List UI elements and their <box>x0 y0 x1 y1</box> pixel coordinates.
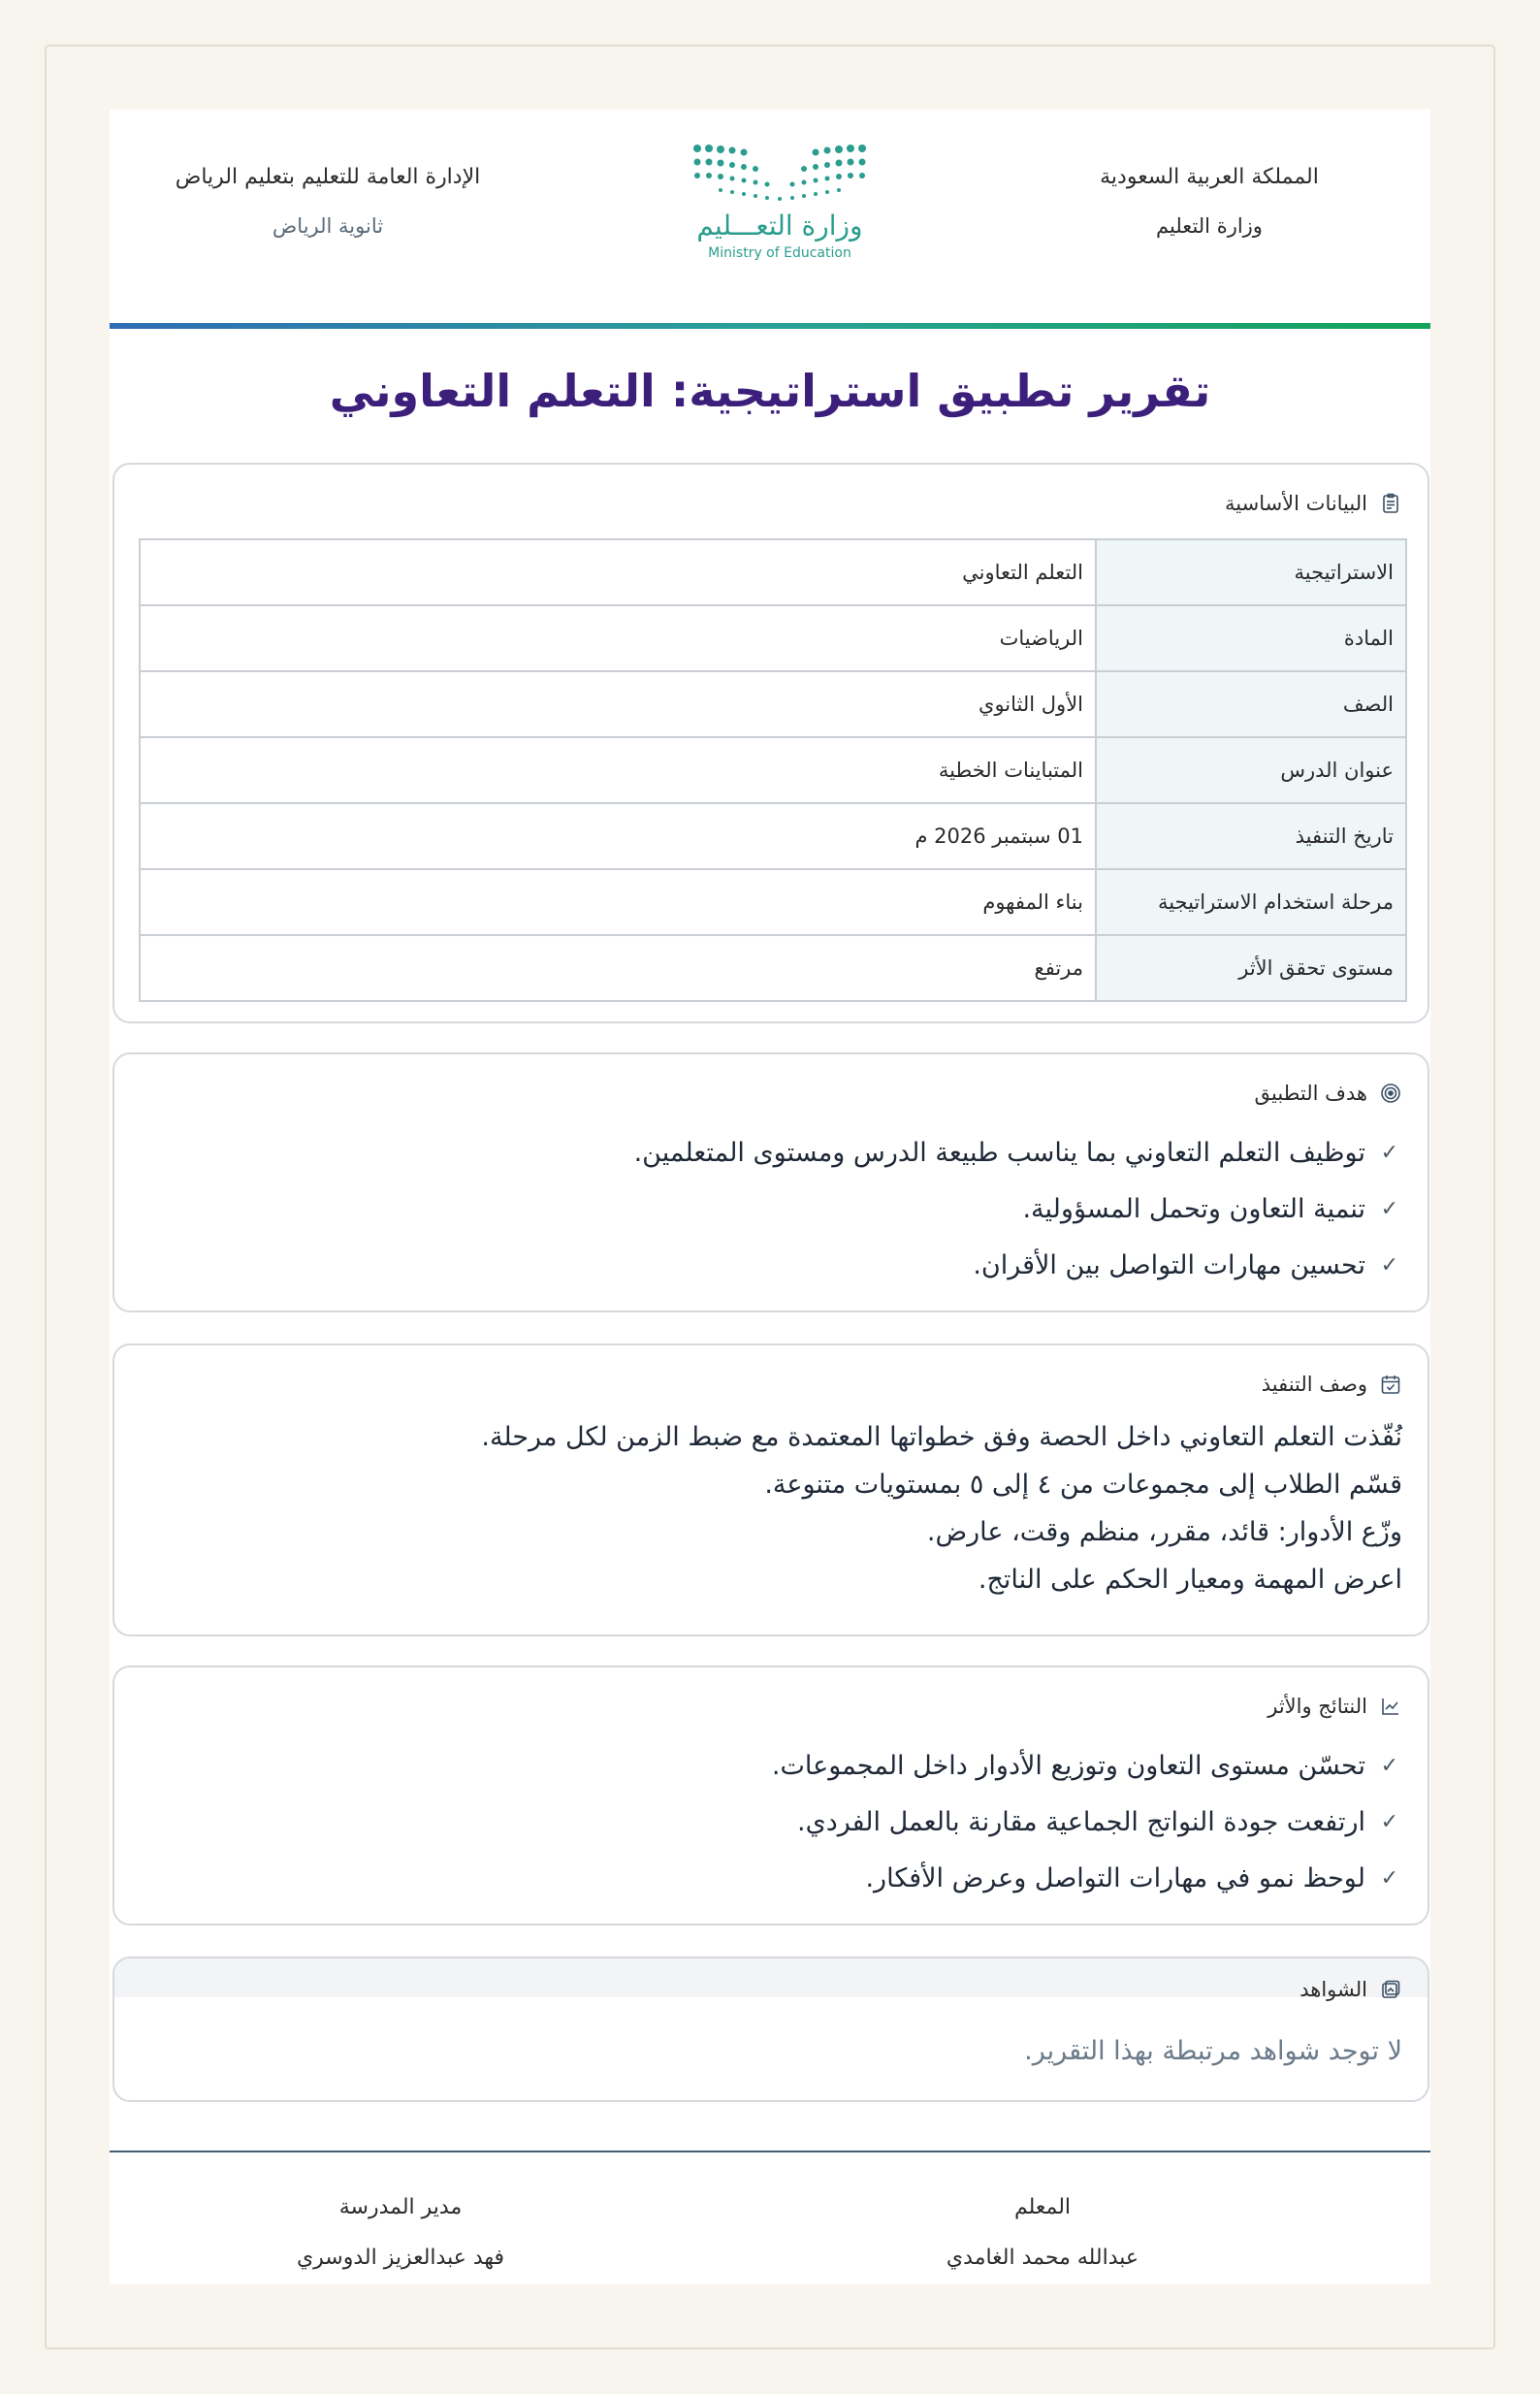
table-row <box>140 671 1406 737</box>
row-value: الرياضيات <box>140 605 1096 671</box>
goal-list <box>144 1124 1398 1293</box>
table-row <box>140 869 1406 935</box>
row-value: بناء المفهوم <box>140 869 1096 935</box>
goal-item-text: تحسين مهارات التواصل بين الأقران. <box>973 1249 1365 1280</box>
report-header <box>110 110 1430 325</box>
list-item <box>144 1737 1398 1794</box>
row-key: مستوى تحقق الأثر <box>1096 935 1406 1001</box>
goal-card <box>112 1052 1429 1312</box>
header-accent-bar <box>110 323 1430 329</box>
chart-line-icon <box>1379 1695 1402 1718</box>
table-row <box>140 605 1406 671</box>
report-title: تقرير تطبيق استراتيجية: التعلم التعاوني <box>329 365 1211 417</box>
row-key: الاستراتيجية <box>1096 539 1406 605</box>
header-left <box>144 163 512 241</box>
result-item-text: تحسّن مستوى التعاون وتوزيع الأدوار داخل المجموعات. <box>771 1750 1365 1781</box>
list-item <box>144 1850 1398 1906</box>
execution-line: نُفّذت التعلم التعاوني داخل الحصة وفق خطواتها المعتمدة مع ضبط الزمن لكل مرحلة. <box>481 1422 1402 1452</box>
evidence-label: الشواهد <box>1299 1978 1367 2001</box>
list-item <box>144 1237 1398 1293</box>
results-heading <box>1267 1689 1402 1724</box>
logo-arabic-text: وزارة التعـــليم <box>696 210 863 242</box>
execution-description <box>140 1413 1402 1603</box>
principal-role: مدير المدرسة <box>338 2195 463 2219</box>
evidence-heading <box>1299 1972 1402 2007</box>
list-item <box>144 1794 1398 1850</box>
basic-data-label: البيانات الأساسية <box>1225 492 1367 515</box>
check-icon: ✓ <box>1380 1753 1398 1778</box>
teacher-name: عبدالله محمد الغامدي <box>946 2246 1139 2270</box>
table-row <box>140 935 1406 1001</box>
ministry-logo <box>688 139 872 275</box>
row-value: مرتفع <box>140 935 1096 1001</box>
row-value: المتباينات الخطية <box>140 737 1096 803</box>
check-icon: ✓ <box>1380 1865 1398 1891</box>
evidence-card <box>112 1957 1429 2102</box>
principal-signature <box>226 2193 575 2273</box>
goal-item-text: تنمية التعاون وتحمل المسؤولية. <box>1022 1193 1365 1224</box>
evidence-header-band <box>114 1958 1428 1997</box>
row-key: عنوان الدرس <box>1096 737 1406 803</box>
school-name: ثانوية الرياض <box>272 214 384 238</box>
ministry-name: وزارة التعليم <box>1156 214 1263 238</box>
report-page <box>110 110 1430 2284</box>
execution-line: قسّم الطلاب إلى مجموعات من ٤ إلى ٥ بمستويات متنوعة. <box>764 1470 1402 1500</box>
result-item-text: ارتفعت جودة النواتج الجماعية مقارنة بالعمل الفردي. <box>797 1806 1365 1837</box>
basic-data-card <box>112 463 1429 1023</box>
image-icon <box>1379 1978 1402 2001</box>
teacher-role: المعلم <box>1013 2195 1072 2219</box>
logo-dots-icon <box>688 139 872 207</box>
execution-card <box>112 1343 1429 1636</box>
check-icon: ✓ <box>1380 1196 1398 1221</box>
goal-item-text: توظيف التعلم التعاوني بما يناسب طبيعة الدرس ومستوى المتعلمين. <box>633 1137 1365 1168</box>
calendar-check-icon <box>1379 1373 1402 1396</box>
table-row <box>140 803 1406 869</box>
row-key: المادة <box>1096 605 1406 671</box>
execution-heading <box>1262 1367 1402 1402</box>
target-icon <box>1379 1082 1402 1105</box>
results-card <box>112 1666 1429 1925</box>
check-icon: ✓ <box>1380 1140 1398 1165</box>
header-right <box>1074 163 1345 241</box>
basic-data-heading <box>1225 486 1402 521</box>
kingdom-name: المملكة العربية السعودية <box>1100 165 1319 189</box>
directorate-name: الإدارة العامة للتعليم بتعليم الرياض <box>175 165 481 189</box>
results-list <box>144 1737 1398 1906</box>
row-value: التعلم التعاوني <box>140 539 1096 605</box>
execution-label: وصف التنفيذ <box>1261 1373 1367 1396</box>
table-row <box>140 539 1406 605</box>
evidence-empty-text: لا توجد شواهد مرتبطة بهذا التقرير. <box>1024 2036 1402 2066</box>
row-value: الأول الثانوي <box>140 671 1096 737</box>
goal-label: هدف التطبيق <box>1254 1082 1367 1105</box>
list-item <box>144 1124 1398 1181</box>
check-icon: ✓ <box>1380 1252 1398 1278</box>
execution-line: اعرض المهمة ومعيار الحكم على الناتج. <box>978 1565 1402 1595</box>
row-key: مرحلة استخدام الاستراتيجية <box>1096 869 1406 935</box>
table-row <box>140 737 1406 803</box>
result-item-text: لوحظ نمو في مهارات التواصل وعرض الأفكار. <box>865 1862 1365 1893</box>
goal-heading <box>1254 1076 1402 1111</box>
execution-line: وزّع الأدوار: قائد، مقرر، منظم وقت، عارض. <box>926 1517 1402 1547</box>
row-key: الصف <box>1096 671 1406 737</box>
basic-data-table <box>139 538 1407 1002</box>
results-label: النتائج والأثر <box>1267 1695 1367 1718</box>
row-value: 01 سبتمبر 2026 م <box>140 803 1096 869</box>
principal-name: فهد عبدالعزيز الدوسري <box>296 2246 505 2270</box>
list-item <box>144 1181 1398 1237</box>
logo-english-text: Ministry of Education <box>708 245 851 261</box>
row-key: تاريخ التنفيذ <box>1096 803 1406 869</box>
signature-divider <box>110 2151 1430 2152</box>
clipboard-icon <box>1379 492 1402 515</box>
check-icon: ✓ <box>1380 1809 1398 1834</box>
teacher-signature <box>868 2193 1217 2273</box>
